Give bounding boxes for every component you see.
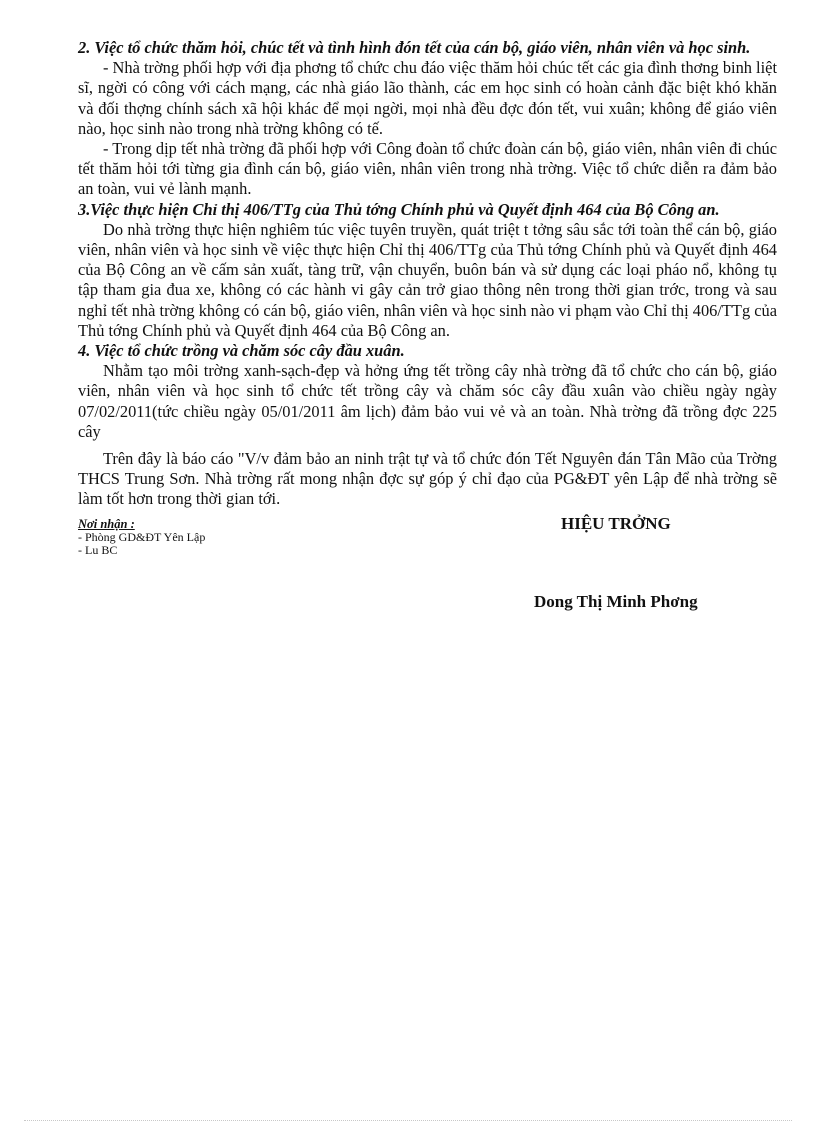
section-2-paragraph-2: - Trong dịp tết nhà trờng đã phối hợp với Công đoàn tổ chức đoàn cán bộ, giáo viên, nhân viên đi chúc tết thăm hỏi tới từng gia đình cán bộ, giáo viên, nhân viên trong nhà trờng. Việc tổ chức diễn ra đảm bảo an toàn, vui vẻ lành mạnh. [78,139,777,199]
recipient-item: - Phòng GD&ĐT Yên Lập [78,529,206,544]
signature-block [78,514,777,624]
recipients-title: Nơi nhận : [78,516,135,531]
closing-paragraph: Trên đây là báo cáo "V/v đảm bảo an ninh trật tự và tổ chức đón Tết Nguyên đán Tân Mão của Trờng THCS Trung Sơn. Nhà trờng rất mong nhận đợc sự góp ý chỉ đạo của PG&ĐT yên Lập để nhà trờng sẽ làm tốt hơn trong thời gian tới. [78,449,777,509]
section-3-paragraph-1: Do nhà trờng thực hiện nghiêm túc việc tuyên truyền, quát triệt t tởng sâu sắc tới toàn thể cán bộ, giáo viên, nhân viên và học sinh về việc thực hiện Chỉ thị 406/TTg của Thủ tớng Chính phủ và Quyết định 464 của Bộ Công an về cấm sản xuất, tàng trữ, vận chuyển, buôn bán và sử dụng các loại pháo nổ, không tụ tập tham gia đua xe, không có các hành vi gây cản trở giao thông nên trong thời gian trớc, trong và sau nghỉ tết nhà trờng không có cán bộ, giáo viên, nhân viên và học sinh nào vi phạm vào Chỉ thị 406/TTg của Thủ tớng Chính phủ và Quyết định 464 của Bộ Công an. [78,219,777,340]
signer-name: Dong Thị Minh Phơng [534,591,698,611]
recipients-list [78,518,205,557]
spacer [78,442,777,449]
signer-title: HIỆU TRỞNG [561,513,671,533]
section-3-heading: 3.Việc thực hiện Chỉ thị 406/TTg của Thủ tớng Chính phủ và Quyết định 464 của Bộ Công an. [78,199,720,219]
section-4-heading: 4. Việc tổ chức trồng và chăm sóc cây đầu xuân. [78,341,405,361]
section-2-heading: 2. Việc tổ chức thăm hỏi, chúc tết và tình hình đón tết của cán bộ, giáo viên, nhân viên và học sinh. [78,38,751,57]
section-4-paragraph-1: Nhằm tạo môi trờng xanh-sạch-đẹp và hởng ứng tết trồng cây nhà trờng đã tổ chức cho cán bộ, giáo viên, nhân viên và học sinh tổ chức tết trồng cây và chăm sóc cây đầu xuân vào chiều ngày ngày 07/02/2011(tức chiều ngày 05/01/2011 âm lịch) đảm bảo vui vẻ và an toàn. Nhà trờng đã trồng đợc 225 cây [78,361,777,441]
section-2-paragraph-1: - Nhà trờng phối hợp với địa phơng tổ chức chu đáo việc thăm hỏi chúc tết các gia đình thơng binh liệt sĩ, ngời có công với cách mạng, các nhà giáo lão thành, các em học sinh có hoàn cảnh đặc biệt khó khăn và đối thợng chính sách xã hội khác để mọi ngời, mọi nhà đều đợc đón tết, vui xuân; không để giáo viên nào, học sinh nào trong nhà trờng không có tế. [78,58,777,138]
recipient-item: - Lu BC [78,542,118,557]
document-page [78,38,777,624]
page-bottom-divider [24,1120,792,1121]
